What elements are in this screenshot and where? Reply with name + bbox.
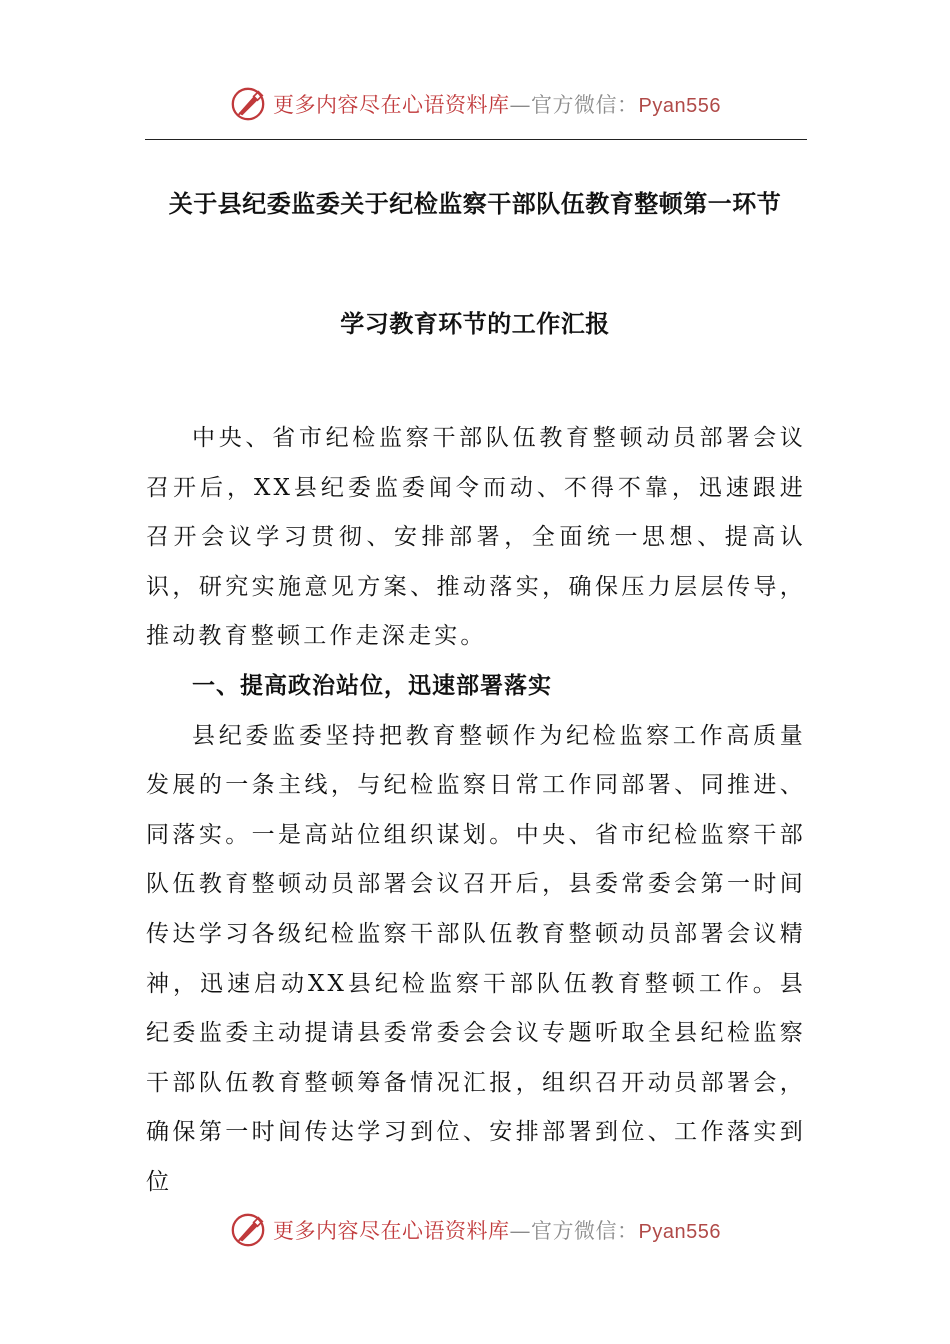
footer-slogan: 更多内容尽在心语资料库: [273, 1219, 510, 1243]
header-watermark: [0, 82, 950, 126]
header-separator: —官方微信：: [509, 93, 639, 117]
section-heading-1: 一、提高政治站位，迅速部署落实: [192, 672, 552, 699]
header-wechat-id: Pyan556: [638, 95, 721, 117]
pen-nib-logo-icon: [229, 1211, 267, 1249]
footer-separator: —官方微信：: [509, 1219, 639, 1243]
header-divider: [145, 139, 807, 140]
document-title-line-2: 学习教育环节的工作汇报: [340, 310, 610, 338]
document-title-line-1: 关于县纪委监委关于纪检监察干部队伍教育整顿第一环节: [168, 190, 782, 218]
header-watermark-text: [273, 89, 721, 119]
pen-nib-logo-icon: [229, 85, 267, 123]
footer-wechat-id: Pyan556: [638, 1221, 721, 1243]
footer-watermark-text: [273, 1215, 721, 1245]
header-slogan: 更多内容尽在心语资料库: [273, 93, 510, 117]
paragraph-1: 中央、省市纪检监察干部队伍教育整顿动员部署会议召开后，XX县纪委监委闻令而动、不得不靠，迅速跟进召开会议学习贯彻、安排部署，全面统一思想、提高认识，研究实施意见方案、推动落实，确保压力层层传导，推动教育整顿工作走深走实。: [146, 425, 806, 650]
document-body: [146, 414, 806, 1208]
footer-watermark: [0, 1208, 950, 1252]
paragraph-2: 县纪委监委坚持把教育整顿作为纪检监察工作高质量发展的一条主线，与纪检监察日常工作同部署、同推进、同落实。一是高站位组织谋划。中央、省市纪检监察干部队伍教育整顿动员部署会议召开后，县委常委会第一时间传达学习各级纪检监察干部队伍教育整顿动员部署会议精神，迅速启动XX县纪检监察干部队伍教育整顿工作。县纪委监委主动提请县委常委会会议专题听取全县纪检监察干部队伍教育整顿筹备情况汇报，组织召开动员部署会，确保第一时间传达学习到位、安排部署到位、工作落实到位: [146, 722, 806, 1195]
